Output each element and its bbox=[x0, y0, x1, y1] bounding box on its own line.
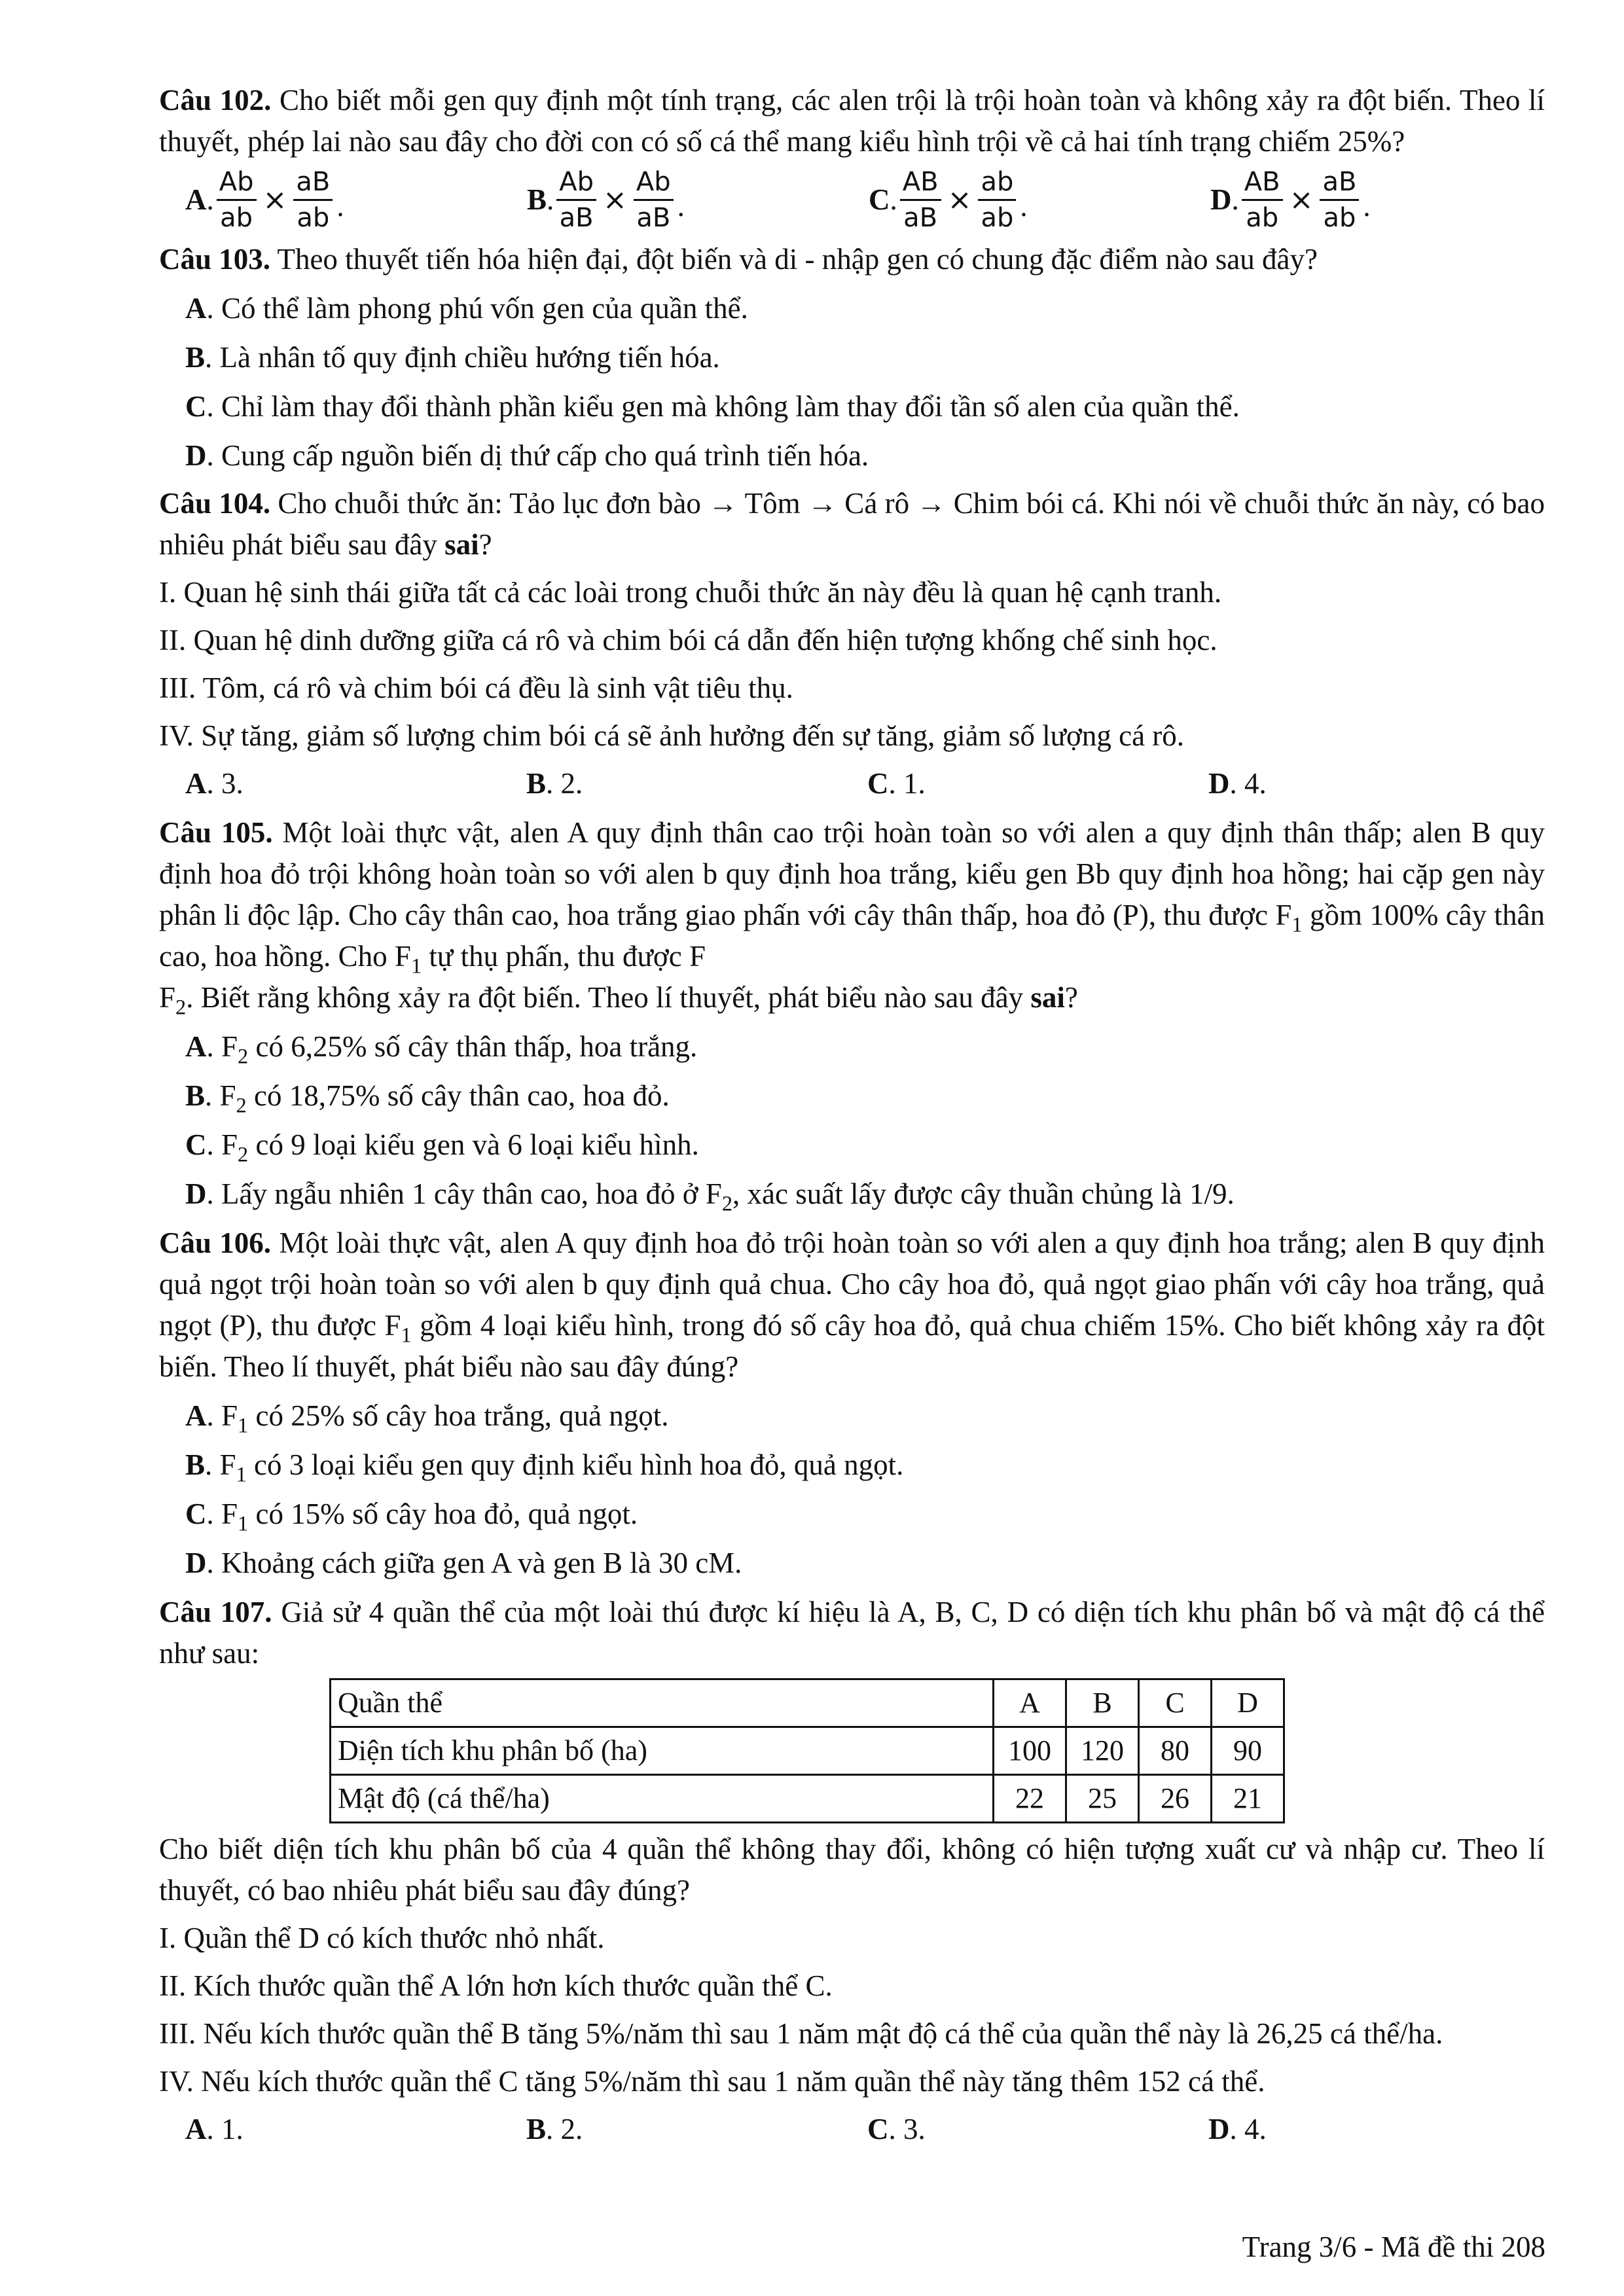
option-label: B bbox=[185, 1079, 206, 1112]
option-text: có 25% số cây hoa trắng, quả ngọt. bbox=[248, 1399, 669, 1432]
question-107-followup: Cho biết diện tích khu phân bố của 4 quần thể không thay đổi, không có hiện tượng xuất cư và nhập cư. Theo lí thuyết, có bao nhiêu phát biểu sau đây đúng? bbox=[159, 1833, 1545, 1907]
option-c[interactable] bbox=[869, 166, 1210, 234]
statement: II. Kích thước quần thể A lớn hơn kích thước quần thể C. bbox=[159, 1969, 833, 2002]
question-text: tự thụ phấn, thu được F bbox=[422, 940, 706, 973]
option-label: D bbox=[1210, 183, 1232, 216]
subscript: 1 bbox=[401, 1323, 412, 1348]
option-d[interactable] bbox=[159, 435, 1545, 476]
times-sign: × bbox=[262, 183, 287, 217]
subscript: 1 bbox=[238, 1512, 249, 1536]
question-label: Câu 105. bbox=[159, 816, 273, 849]
table-cell: Diện tích khu phân bố (ha) bbox=[331, 1727, 994, 1775]
option-label: C bbox=[869, 183, 890, 216]
option-text: có 3 loại kiểu gen quy định kiểu hình hoa đỏ, quả ngọt. bbox=[246, 1448, 904, 1481]
statement: I. Quan hệ sinh thái giữa tất cả các loài trong chuỗi thức ăn này đều là quan hệ cạnh tranh. bbox=[159, 576, 1222, 609]
question-label: Câu 102. bbox=[159, 84, 272, 117]
question-105 bbox=[159, 812, 1545, 1018]
denominator: ab bbox=[297, 203, 330, 233]
option-label: A bbox=[185, 292, 207, 325]
question-end: ? bbox=[478, 528, 492, 561]
option-text: . 4. bbox=[1229, 767, 1267, 800]
option-label: D bbox=[1208, 2113, 1230, 2145]
option-c[interactable] bbox=[159, 1494, 1545, 1535]
statement: I. Quần thể D có kích thước nhỏ nhất. bbox=[159, 1922, 605, 1954]
option-label: C bbox=[867, 767, 889, 800]
question-text: gồm 100% cây thân cao, hoa hồng. Cho F bbox=[159, 899, 1545, 973]
question-103 bbox=[159, 239, 1545, 280]
option-text: . F bbox=[206, 1498, 238, 1530]
denominator: ab bbox=[1323, 203, 1356, 233]
option-dot: . bbox=[206, 183, 214, 216]
numerator: Ab bbox=[556, 166, 596, 201]
times-sign: × bbox=[947, 183, 972, 217]
table-cell: 80 bbox=[1139, 1727, 1212, 1775]
genotype-fraction bbox=[556, 166, 596, 234]
option-dot: . bbox=[890, 183, 897, 216]
statement: IV. Nếu kích thước quần thể C tăng 5%/năm thì sau 1 năm quần thể này tăng thêm 152 cá thể. bbox=[159, 2065, 1265, 2098]
question-text: Cho biết mỗi gen quy định một tính trạng, các alen trội là trội hoàn toàn và không xảy ra đột biến. Theo lí thuyết, phép lai nào sau đây cho đời con có số cá thể mang kiểu hình trội về cả hai tính trạng chiếm 25%? bbox=[159, 84, 1545, 158]
question-107 bbox=[159, 1592, 1545, 1674]
question-104-options bbox=[159, 763, 1545, 804]
table-cell: Quần thể bbox=[331, 1679, 994, 1727]
option-text: . F bbox=[205, 1079, 236, 1112]
statement: III. Tôm, cá rô và chim bói cá đều là sinh vật tiêu thụ. bbox=[159, 672, 793, 704]
option-label: B bbox=[185, 1448, 206, 1481]
f-letter: F bbox=[159, 981, 176, 1014]
question-text: Một loài thực vật, alen A quy định hoa đỏ trội hoàn toàn so với alen a quy định hoa trắng; alen B quy định quả ngọt trội hoàn toàn so với alen b quy định quả chua. Cho cây hoa đỏ, quả ngọt giao phấn với cây hoa trắng, quả ngọt (P), thu được F bbox=[159, 1227, 1545, 1342]
option-label: D bbox=[185, 439, 207, 472]
option-text: . 4. bbox=[1229, 2113, 1267, 2145]
genotype-fraction bbox=[1320, 166, 1359, 234]
option-b[interactable] bbox=[159, 1444, 1545, 1486]
option-dot: . bbox=[547, 183, 554, 216]
denominator: ab bbox=[1246, 203, 1279, 233]
question-106 bbox=[159, 1223, 1545, 1388]
genotype-fraction bbox=[217, 166, 257, 234]
option-text: . 2. bbox=[546, 2113, 583, 2145]
question-text: Một loài thực vật, alen A quy định thân cao trội hoàn toàn so với alen a quy định thân thấp; alen B quy định hoa đỏ trội không hoàn toàn so với alen b quy định hoa trắng, kiểu gen Bb quy định hoa hồng; hai cặp gen này phân li độc lập. Cho cây thân cao, hoa trắng giao phấn với cây thân thấp, hoa đỏ (P), thu được F bbox=[159, 816, 1545, 931]
times-sign: × bbox=[603, 183, 627, 217]
option-label: A bbox=[185, 183, 207, 216]
subscript: 2 bbox=[238, 1045, 249, 1069]
option-text: có 6,25% số cây thân thấp, hoa trắng. bbox=[248, 1030, 698, 1063]
denominator: aB bbox=[636, 203, 671, 233]
option-c[interactable] bbox=[159, 1124, 1545, 1166]
option-text: . Chỉ làm thay đổi thành phần kiểu gen mà không làm thay đổi tần số alen của quần thể. bbox=[206, 390, 1240, 423]
subscript: 2 bbox=[238, 1143, 249, 1167]
population-table bbox=[329, 1678, 1285, 1823]
option-text: . 1. bbox=[888, 767, 926, 800]
subscript: 1 bbox=[410, 954, 422, 978]
option-c[interactable] bbox=[159, 386, 1545, 427]
option-c[interactable] bbox=[867, 763, 1208, 804]
question-text: Theo thuyết tiến hóa hiện đại, đột biến và di - nhập gen có chung đặc điểm nào sau đây? bbox=[270, 243, 1318, 276]
option-text: . Có thể làm phong phú vốn gen của quần thể. bbox=[206, 292, 748, 325]
table-row bbox=[331, 1727, 1284, 1775]
denominator: aB bbox=[559, 203, 594, 233]
option-label: B bbox=[526, 767, 547, 800]
option-a[interactable] bbox=[185, 2109, 526, 2150]
times-sign: × bbox=[1289, 183, 1314, 217]
period: . bbox=[677, 190, 685, 223]
option-a[interactable] bbox=[185, 166, 527, 234]
period: . bbox=[1020, 190, 1028, 223]
numerator: aB bbox=[1320, 166, 1359, 201]
option-b[interactable] bbox=[527, 166, 869, 234]
statement: III. Nếu kích thước quần thể B tăng 5%/năm thì sau 1 năm mật độ cá thể của quần thể này là 26,25 cá thể/ha. bbox=[159, 2017, 1443, 2050]
option-c[interactable] bbox=[867, 2109, 1208, 2150]
emphasis-word: sai bbox=[1030, 981, 1065, 1014]
option-label: A bbox=[185, 2113, 207, 2145]
page-footer: Trang 3/6 - Mã đề thi 208 bbox=[1242, 2231, 1545, 2263]
subscript: 1 bbox=[236, 1463, 247, 1487]
table-cell: 90 bbox=[1212, 1727, 1284, 1775]
option-text: . F bbox=[206, 1128, 238, 1161]
question-text: . Biết rằng không xảy ra đột biến. Theo lí thuyết, phát biểu nào sau đây bbox=[186, 981, 1031, 1014]
option-a[interactable] bbox=[159, 1026, 1545, 1067]
genotype-fraction bbox=[978, 166, 1016, 234]
option-label: B bbox=[526, 2113, 547, 2145]
numerator: aB bbox=[293, 166, 333, 201]
table-cell: 26 bbox=[1139, 1775, 1212, 1823]
question-label: Câu 104. bbox=[159, 487, 271, 520]
question-text: gồm 4 loại kiểu hình, trong đó số cây hoa đỏ, quả chua chiếm 15%. Cho biết không xảy ra đột biến. Theo lí thuyết, phát biểu nào sau đây đúng? bbox=[159, 1309, 1545, 1383]
option-text: . Lấy ngẫu nhiên 1 cây thân cao, hoa đỏ ở F bbox=[206, 1177, 722, 1210]
question-104 bbox=[159, 483, 1545, 565]
option-text: . Cung cấp nguồn biến dị thứ cấp cho quá trình tiến hóa. bbox=[206, 439, 869, 472]
table-header-row bbox=[331, 1679, 1284, 1727]
numerator: Ab bbox=[217, 166, 257, 201]
table-cell: Mật độ (cá thể/ha) bbox=[331, 1775, 994, 1823]
period: . bbox=[336, 190, 344, 223]
option-d[interactable] bbox=[159, 1543, 1545, 1584]
option-b[interactable] bbox=[159, 1075, 1545, 1117]
page-content bbox=[159, 77, 1545, 2150]
emphasis-word: sai bbox=[444, 528, 479, 561]
option-text: có 15% số cây hoa đỏ, quả ngọt. bbox=[248, 1498, 638, 1530]
question-text: Giả sử 4 quần thể của một loài thú được kí hiệu là A, B, C, D có diện tích khu phân bố và mật độ cá thể như sau: bbox=[159, 1596, 1545, 1670]
option-text: . F bbox=[205, 1448, 236, 1481]
table-cell: A bbox=[994, 1679, 1066, 1727]
table-cell: 22 bbox=[994, 1775, 1066, 1823]
option-a[interactable] bbox=[185, 763, 526, 804]
option-b[interactable] bbox=[526, 2109, 867, 2150]
statement: IV. Sự tăng, giảm số lượng chim bói cá sẽ ảnh hưởng đến sự tăng, giảm số lượng cá rô. bbox=[159, 719, 1185, 752]
option-b[interactable] bbox=[159, 337, 1545, 378]
option-a[interactable] bbox=[159, 288, 1545, 329]
option-d[interactable] bbox=[1208, 2109, 1549, 2150]
denominator: aB bbox=[903, 203, 938, 233]
genotype-fraction bbox=[900, 166, 941, 234]
table-cell: B bbox=[1066, 1679, 1139, 1727]
table-cell: 25 bbox=[1066, 1775, 1139, 1823]
numerator: AB bbox=[1242, 166, 1283, 201]
subscript: 2 bbox=[236, 1094, 247, 1118]
question-102-options bbox=[159, 166, 1545, 234]
option-text: có 9 loại kiểu gen và 6 loại kiểu hình. bbox=[248, 1128, 699, 1161]
option-label: A bbox=[185, 767, 207, 800]
table-cell: 120 bbox=[1066, 1727, 1139, 1775]
option-d[interactable] bbox=[1208, 763, 1549, 804]
period: . bbox=[1363, 190, 1371, 223]
question-label: Câu 107. bbox=[159, 1596, 272, 1628]
option-d[interactable] bbox=[1210, 166, 1552, 234]
option-label: D bbox=[1208, 767, 1230, 800]
table-cell: 21 bbox=[1212, 1775, 1284, 1823]
option-text: . Khoảng cách giữa gen A và gen B là 30 cM. bbox=[206, 1547, 742, 1579]
option-d[interactable] bbox=[159, 1174, 1545, 1215]
genotype-fraction bbox=[293, 166, 333, 234]
option-label: A bbox=[185, 1399, 207, 1432]
option-label: C bbox=[185, 1498, 207, 1530]
option-a[interactable] bbox=[159, 1395, 1545, 1437]
table-cell: D bbox=[1212, 1679, 1284, 1727]
subscript: 1 bbox=[238, 1414, 249, 1438]
option-label: C bbox=[867, 2113, 889, 2145]
option-text: , xác suất lấy được cây thuần chủng là 1/9. bbox=[732, 1177, 1235, 1210]
genotype-fraction bbox=[1242, 166, 1283, 234]
option-label: C bbox=[185, 390, 207, 423]
table-row bbox=[331, 1775, 1284, 1823]
option-b[interactable] bbox=[526, 763, 867, 804]
option-text: . F bbox=[206, 1399, 238, 1432]
subscript: 2 bbox=[175, 996, 187, 1020]
statement: II. Quan hệ dinh dưỡng giữa cá rô và chim bói cá dẫn đến hiện tượng khống chế sinh học. bbox=[159, 624, 1218, 656]
option-label: D bbox=[185, 1547, 207, 1579]
denominator: ab bbox=[220, 203, 253, 233]
question-102 bbox=[159, 80, 1545, 162]
table-cell: C bbox=[1139, 1679, 1212, 1727]
question-label: Câu 106. bbox=[159, 1227, 272, 1259]
option-label: B bbox=[527, 183, 547, 216]
option-dot: . bbox=[1231, 183, 1239, 216]
option-text: . 1. bbox=[206, 2113, 244, 2145]
option-text: có 18,75% số cây thân cao, hoa đỏ. bbox=[246, 1079, 670, 1112]
option-text: . Là nhân tố quy định chiều hướng tiến hóa. bbox=[205, 341, 720, 374]
question-end: ? bbox=[1064, 981, 1078, 1014]
subscript: 1 bbox=[1291, 913, 1303, 937]
table-cell: 100 bbox=[994, 1727, 1066, 1775]
numerator: Ab bbox=[634, 166, 674, 201]
option-text: . 3. bbox=[206, 767, 244, 800]
numerator: ab bbox=[978, 166, 1016, 201]
option-label: B bbox=[185, 341, 206, 374]
option-label: D bbox=[185, 1177, 207, 1210]
question-text: Cho chuỗi thức ăn: Tảo lục đơn bào → Tôm → Cá rô → Chim bói cá. Khi nói về chuỗi thức ăn này, có bao nhiêu phát biểu sau đây bbox=[159, 487, 1545, 561]
numerator: AB bbox=[900, 166, 941, 201]
question-label: Câu 103. bbox=[159, 243, 271, 276]
genotype-fraction bbox=[634, 166, 674, 234]
option-text: . 3. bbox=[888, 2113, 926, 2145]
option-text: . 2. bbox=[546, 767, 583, 800]
option-text: . F bbox=[206, 1030, 238, 1063]
denominator: ab bbox=[981, 203, 1014, 233]
subscript: 2 bbox=[721, 1192, 733, 1216]
option-label: C bbox=[185, 1128, 207, 1161]
option-label: A bbox=[185, 1030, 207, 1063]
question-107-options bbox=[159, 2109, 1545, 2150]
